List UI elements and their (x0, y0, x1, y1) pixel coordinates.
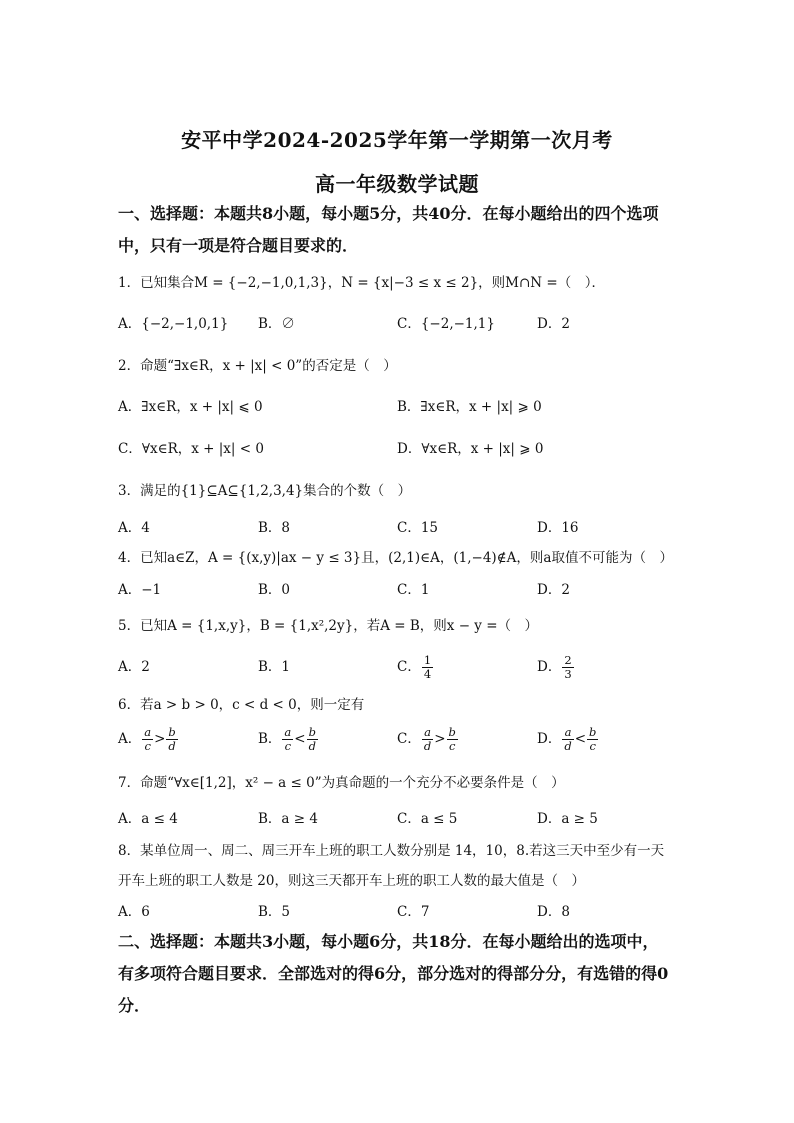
q8-option-d: D．8 (537, 904, 570, 920)
q3-option-a: A．4 (118, 520, 150, 536)
q6-d-left-den: d (564, 739, 572, 753)
q5-option-d-fraction (562, 654, 573, 681)
q6-c-right-num: b (448, 725, 456, 739)
q5-option-c-label: C． (397, 659, 421, 675)
q6-c-relation: > (434, 731, 446, 747)
section-2-instructions (118, 926, 678, 1022)
q6-a-right-fraction (166, 726, 177, 753)
q1-option-b: B．∅ (258, 316, 295, 332)
q6-option-d-label: D． (537, 731, 562, 747)
q4-option-d: D．2 (537, 582, 570, 598)
section-2-line-3: 分． (118, 996, 151, 1015)
q6-b-right-fraction (307, 726, 318, 753)
question-7-stem: 7．命题“∀x∈[1,2]，x² − a ≤ 0”为真命题的一个充分不必要条件是（ ） (118, 775, 565, 791)
q6-c-left-den: d (423, 739, 432, 753)
q5-option-c-fraction (422, 654, 433, 681)
question-3-options (118, 515, 678, 541)
q5-option-d (537, 654, 575, 681)
q3-option-b: B．8 (258, 520, 291, 536)
q5-option-b: B．1 (258, 659, 291, 675)
q1-option-c: C．{−2,−1,1} (397, 316, 495, 332)
section-2-line-2: 有多项符合题目要求．全部选对的得6分，部分选对的得部分分，有选错的得0 (118, 964, 669, 983)
exam-subtitle: 高一年级数学试题 (315, 172, 479, 196)
q5-d-numerator: 2 (564, 653, 572, 667)
q6-a-right-den: d (168, 739, 176, 753)
q5-option-a: A．2 (118, 659, 150, 675)
q2-option-a: A．∃x∈R，x + |x| ⩽ 0 (118, 399, 263, 415)
q2-option-c: C．∀x∈R，x + |x| < 0 (118, 441, 264, 457)
question-5-stem: 5．已知A = {1,x,y}，B = {1,x²,2y}，若A = B，则x − y =（ ） (118, 618, 539, 634)
question-2-options-row-2 (118, 436, 678, 462)
q2-option-b: B．∃x∈R，x + |x| ⩾ 0 (397, 399, 542, 415)
q6-b-left-num: a (284, 725, 292, 739)
section-1-instructions (118, 198, 678, 262)
q6-d-left-fraction (562, 726, 573, 753)
q5-c-denominator: 4 (423, 667, 432, 681)
q6-option-c-label: C． (397, 731, 421, 747)
question-2-stem: 2．命题“∃x∈R，x + |x| < 0”的否定是（ ） (118, 358, 397, 374)
q6-option-b-label: B． (258, 731, 282, 747)
question-1-options (118, 311, 678, 337)
question-8-stem-line-2: 开车上班的职工人数是 20，则这三天都开车上班的职工人数的最大值是（ ） (118, 873, 585, 889)
q6-d-left-num: a (562, 726, 573, 740)
question-1-stem: 1．已知集合M = {−2,−1,0,1,3}，N = {x|−3 ≤ x ≤ 2}，则M∩N =（ ）． (118, 275, 605, 291)
q6-b-left-den: c (284, 739, 292, 753)
q6-d-right-fraction (587, 726, 598, 753)
q5-c-numerator: 1 (423, 653, 432, 667)
q6-a-left-fraction (142, 726, 153, 753)
q6-b-left-fraction (282, 726, 293, 753)
section-1-line-2: 中，只有一项是符合题目要求的． (118, 236, 359, 255)
q6-option-c (397, 726, 459, 753)
q6-c-left-num: a (422, 726, 433, 740)
q6-b-right-den: d (308, 739, 316, 753)
q5-option-c (397, 654, 434, 681)
exam-title: 安平中学2024-2025学年第一学期第一次月考 (181, 128, 613, 152)
q6-a-relation: > (154, 731, 166, 747)
q6-c-right-fraction (447, 726, 458, 753)
question-5-options (118, 654, 678, 686)
section-2-line-1: 二、选择题：本题共3小题，每小题6分，共18分．在每小题给出的选项中， (118, 932, 659, 951)
question-4-stem: 4．已知a∈Z，A = {(x,y)|ax − y ≤ 3}且，(2,1)∈A，(1,−4)∉A，则a取值不可能为（ ） (118, 550, 673, 566)
q6-option-d (537, 726, 599, 753)
q6-a-left-num: a (144, 725, 152, 739)
question-2-options-row-1 (118, 394, 678, 420)
q4-option-a: A．−1 (118, 582, 162, 598)
q6-option-a (118, 726, 179, 753)
q6-d-right-num: b (589, 725, 597, 739)
q5-option-d-label: D． (537, 659, 562, 675)
q8-option-a: A．6 (118, 904, 150, 920)
q7-option-c: C．a ≤ 5 (397, 811, 458, 827)
q5-d-denominator: 3 (564, 667, 572, 681)
question-7-options (118, 806, 678, 832)
question-8-options (118, 899, 678, 925)
q6-option-b (258, 726, 319, 753)
q3-option-c: C．15 (397, 520, 439, 536)
q6-a-right-num: b (168, 725, 176, 739)
q6-a-left-den: c (144, 739, 151, 753)
question-8-stem-line-1: 8．某单位周一、周二、周三开车上班的职工人数分别是 14，10，8.若这三天中至少有一天 (118, 843, 665, 859)
q7-option-d: D．a ≥ 5 (537, 811, 598, 827)
q3-option-d: D．16 (537, 520, 579, 536)
q4-option-b: B．0 (258, 582, 291, 598)
section-1-line-1: 一、选择题：本题共8小题，每小题5分，共40分．在每小题给出的四个选项 (118, 204, 659, 223)
q1-option-d: D．2 (537, 316, 570, 332)
q6-b-right-num: b (308, 725, 316, 739)
question-4-options (118, 577, 678, 603)
question-6-stem: 6．若a > b > 0，c < d < 0，则一定有 (118, 697, 365, 713)
question-6-options (118, 726, 678, 760)
q6-c-left-fraction (422, 726, 433, 753)
q1-option-a: A．{−2,−1,0,1} (118, 316, 229, 332)
q7-option-b: B．a ≥ 4 (258, 811, 318, 827)
question-3-stem: 3．满足的{1}⊆A⊆{1,2,3,4}集合的个数（ ） (118, 483, 412, 499)
q6-d-relation: < (574, 731, 587, 747)
q6-d-right-den: c (589, 739, 596, 753)
q7-option-a: A．a ≤ 4 (118, 811, 178, 827)
q4-option-c: C．1 (397, 582, 430, 598)
q6-c-right-den: c (448, 739, 456, 753)
q6-option-a-label: A． (118, 731, 142, 747)
q2-option-d: D．∀x∈R，x + |x| ⩾ 0 (397, 441, 544, 457)
q8-option-c: C．7 (397, 904, 430, 920)
q6-b-relation: < (294, 731, 306, 747)
q8-option-b: B．5 (258, 904, 291, 920)
